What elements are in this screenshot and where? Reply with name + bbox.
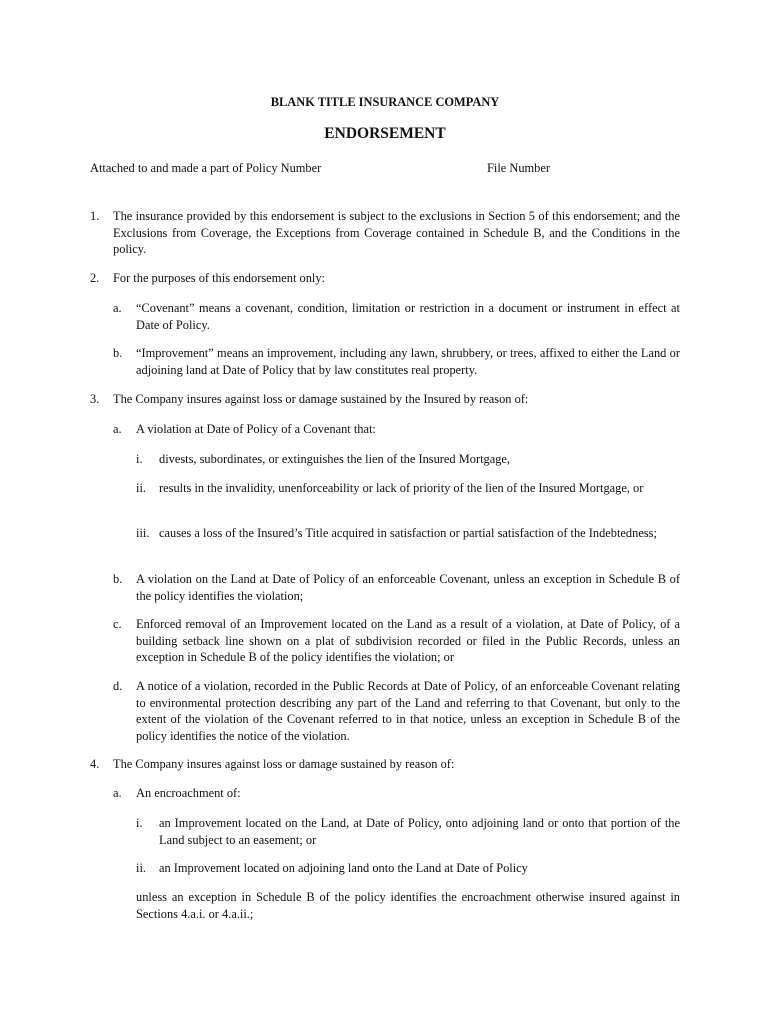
section-3a-iii-text: causes a loss of the Insured’s Title acquired in satisfaction or partial satisfaction of the Indebtedness; xyxy=(159,526,657,540)
section-3a-number: a. xyxy=(113,422,122,436)
section-4-number: 4. xyxy=(90,757,100,771)
section-4a-i-number: i. xyxy=(136,816,143,830)
section-2a-number: a. xyxy=(113,301,122,315)
section-3-number: 3. xyxy=(90,392,100,406)
section-4a-i-text: an Improvement located on the Land, at Date of Policy, onto adjoining land or onto that portion of the Land subject to an easement; or xyxy=(159,816,680,847)
policy-number-label: Attached to and made a part of Policy Number xyxy=(90,161,322,175)
section-3a-i-text: divests, subordinates, or extinguishes the lien of the Insured Mortgage, xyxy=(159,452,510,466)
section-2-number: 2. xyxy=(90,271,100,285)
section-3c-number: c. xyxy=(113,617,122,631)
section-4a-ii-number: ii. xyxy=(136,861,146,875)
section-4-text: The Company insures against loss or damage sustained by reason of: xyxy=(113,757,455,771)
section-2-text: For the purposes of this endorsement only: xyxy=(113,271,325,285)
section-3c-text: Enforced removal of an Improvement located on the Land as a result of a violation, at Date of Policy, of a building setback line shown on a plat of subdivision recorded or filed in the Public Records, unless an exception in Schedule B of the policy identifies the violation; or xyxy=(136,617,680,664)
section-3a-i-number: i. xyxy=(136,452,143,466)
section-1-text: The insurance provided by this endorsement is subject to the exclusions in Section 5 of this endorsement; and the Exclusions from Coverage, the Exceptions from Coverage contained in Schedule B, and the Conditions in the policy. xyxy=(113,209,680,256)
section-2b-text: “Improvement” means an improvement, including any lawn, shrubbery, or trees, affixed to either the Land or adjoining land at Date of Policy that by law constitutes real property. xyxy=(136,346,680,377)
section-3a-text: A violation at Date of Policy of a Covenant that: xyxy=(136,422,376,436)
section-3b-text: A violation on the Land at Date of Policy of an enforceable Covenant, unless an exception in Schedule B of the policy identifies the violation; xyxy=(136,572,680,603)
section-3a-iii-number: iii. xyxy=(136,526,150,540)
section-3d-number: d. xyxy=(113,679,123,693)
section-3d-text: A notice of a violation, recorded in the Public Records at Date of Policy, of an enforceable Covenant relating to environmental protection describing any part of the Land and referring to that Covenant, but only to the extent of the violation of the Covenant referred to in that notice, unless an exception in Schedule B of the policy identifies the notice of the violation. xyxy=(136,679,680,743)
section-4a-text: An encroachment of: xyxy=(136,786,241,800)
section-3a-ii-text: results in the invalidity, unenforceability or lack of priority of the lien of the Insured Mortgage, or xyxy=(159,481,644,495)
company-name: BLANK TITLE INSURANCE COMPANY xyxy=(270,95,500,109)
section-3-text: The Company insures against loss or damage sustained by the Insured by reason of: xyxy=(113,392,529,406)
section-3b-number: b. xyxy=(113,572,123,586)
file-number-label: File Number xyxy=(487,161,550,175)
section-1-number: 1. xyxy=(90,209,100,223)
section-4a-ii-text: an Improvement located on adjoining land onto the Land at Date of Policy xyxy=(159,861,528,875)
section-2a-text: “Covenant” means a covenant, condition, limitation or restriction in a document or instrument in effect at Date of Policy. xyxy=(136,301,680,332)
section-4a-number: a. xyxy=(113,786,122,800)
section-3a-ii-number: ii. xyxy=(136,481,146,495)
section-4a-tail-text: unless an exception in Schedule B of the policy identifies the encroachment otherwise insured against in Sections 4.a.i. or 4.a.ii.; xyxy=(136,890,680,921)
document-title: ENDORSEMENT xyxy=(324,125,446,142)
section-2b-number: b. xyxy=(113,346,123,360)
